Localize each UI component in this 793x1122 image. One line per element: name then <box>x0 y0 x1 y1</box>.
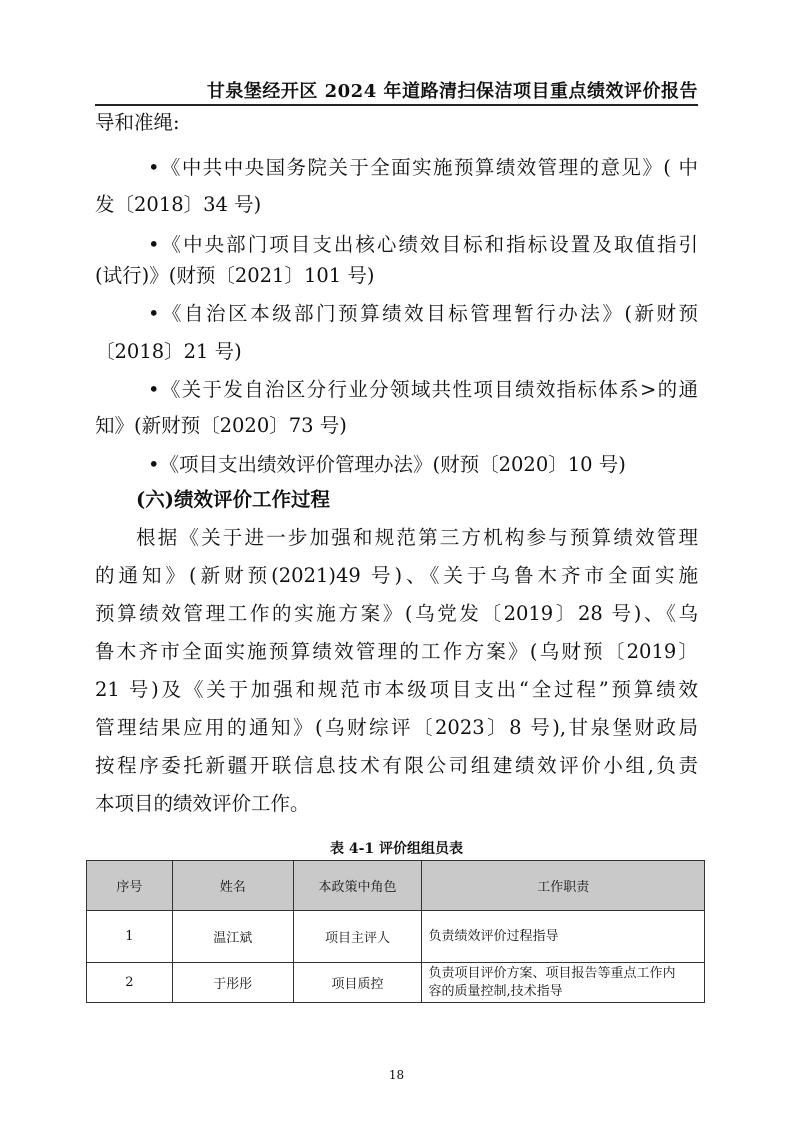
column-header-duty: 工作职责 <box>422 861 705 911</box>
duty-text: 负责项目评价方案、项目报告等重点工作内 <box>428 965 676 981</box>
paragraph-line: 21 号)及《关于加强和规范市本级项目支出“全过程”预算绩效 <box>95 678 698 701</box>
column-header-role: 本政策中角色 <box>293 861 422 911</box>
cell-name: 于彤彤 <box>172 963 293 1003</box>
duty-text: 负责绩效评价过程指导 <box>428 928 559 944</box>
bullet-line: •《自治区本级部门预算绩效目标管理暂行办法》(新财预 <box>148 302 698 325</box>
bullet-line: •《项目支出绩效评价管理办法》(财预〔2020〕10 号) <box>148 453 626 476</box>
report-title: 甘泉堡经开区 2024 年道路清扫保洁项目重点绩效评价报告 <box>206 81 698 102</box>
cell-role: 项目主评人 <box>293 911 422 963</box>
section-heading: (六)绩效评价工作过程 <box>136 488 330 511</box>
header-divider <box>95 104 698 106</box>
text-line: 发〔2018〕34 号) <box>95 193 262 216</box>
column-header-name: 姓名 <box>172 861 293 911</box>
cell-role: 项目质控 <box>293 963 422 1003</box>
paragraph-line: 管理结果应用的通知》(乌财综评〔2023〕8 号),甘泉堡财政局 <box>95 716 698 739</box>
bullet-line: •《中央部门项目支出核心绩效目标和指标设置及取值指引 <box>148 233 698 256</box>
table-caption: 表 4-1 评价组组员表 <box>329 841 464 857</box>
table-row <box>87 963 705 1003</box>
paragraph-line: 预算绩效管理工作的实施方案》(乌党发〔2019〕28 号)、《乌 <box>95 602 698 625</box>
table-row <box>87 911 705 963</box>
bullet-line: •《关于发自治区分行业分领域共性项目绩效指标体系>的通 <box>148 378 698 401</box>
page-number: 18 <box>388 1068 405 1082</box>
text-line: 导和准绳: <box>95 111 180 134</box>
text-line: 〔2018〕21 号) <box>95 340 242 363</box>
bullet-line: •《中共中央国务院关于全面实施预算绩效管理的意见》( 中 <box>148 156 698 179</box>
paragraph-line: 的通知》(新财预(2021)49 号)、《关于乌鲁木齐市全面实施 <box>95 564 698 587</box>
duty-text-continued: 容的质量控制,技术指导 <box>428 983 563 999</box>
paragraph-line: 按程序委托新疆开联信息技术有限公司组建绩效评价小组,负责 <box>95 754 698 777</box>
cell-duty <box>422 963 705 1003</box>
paragraph-line: 本项目的绩效评价工作。 <box>95 792 310 815</box>
text-line: (试行)》(财预〔2021〕101 号) <box>95 264 375 287</box>
cell-no: 1 <box>87 911 173 963</box>
cell-duty <box>422 911 705 963</box>
members-table <box>86 860 705 1003</box>
paragraph-line: 根据《关于进一步加强和规范第三方机构参与预算绩效管理 <box>136 526 698 549</box>
cell-no: 2 <box>87 963 173 1003</box>
paragraph-line: 鲁木齐市全面实施预算绩效管理的工作方案》(乌财预〔2019〕 <box>95 640 698 663</box>
column-header-no: 序号 <box>87 861 173 911</box>
text-line: 知》(新财预〔2020〕73 号) <box>95 414 347 437</box>
cell-name: 温江斌 <box>172 911 293 963</box>
table-header-row <box>87 861 705 911</box>
